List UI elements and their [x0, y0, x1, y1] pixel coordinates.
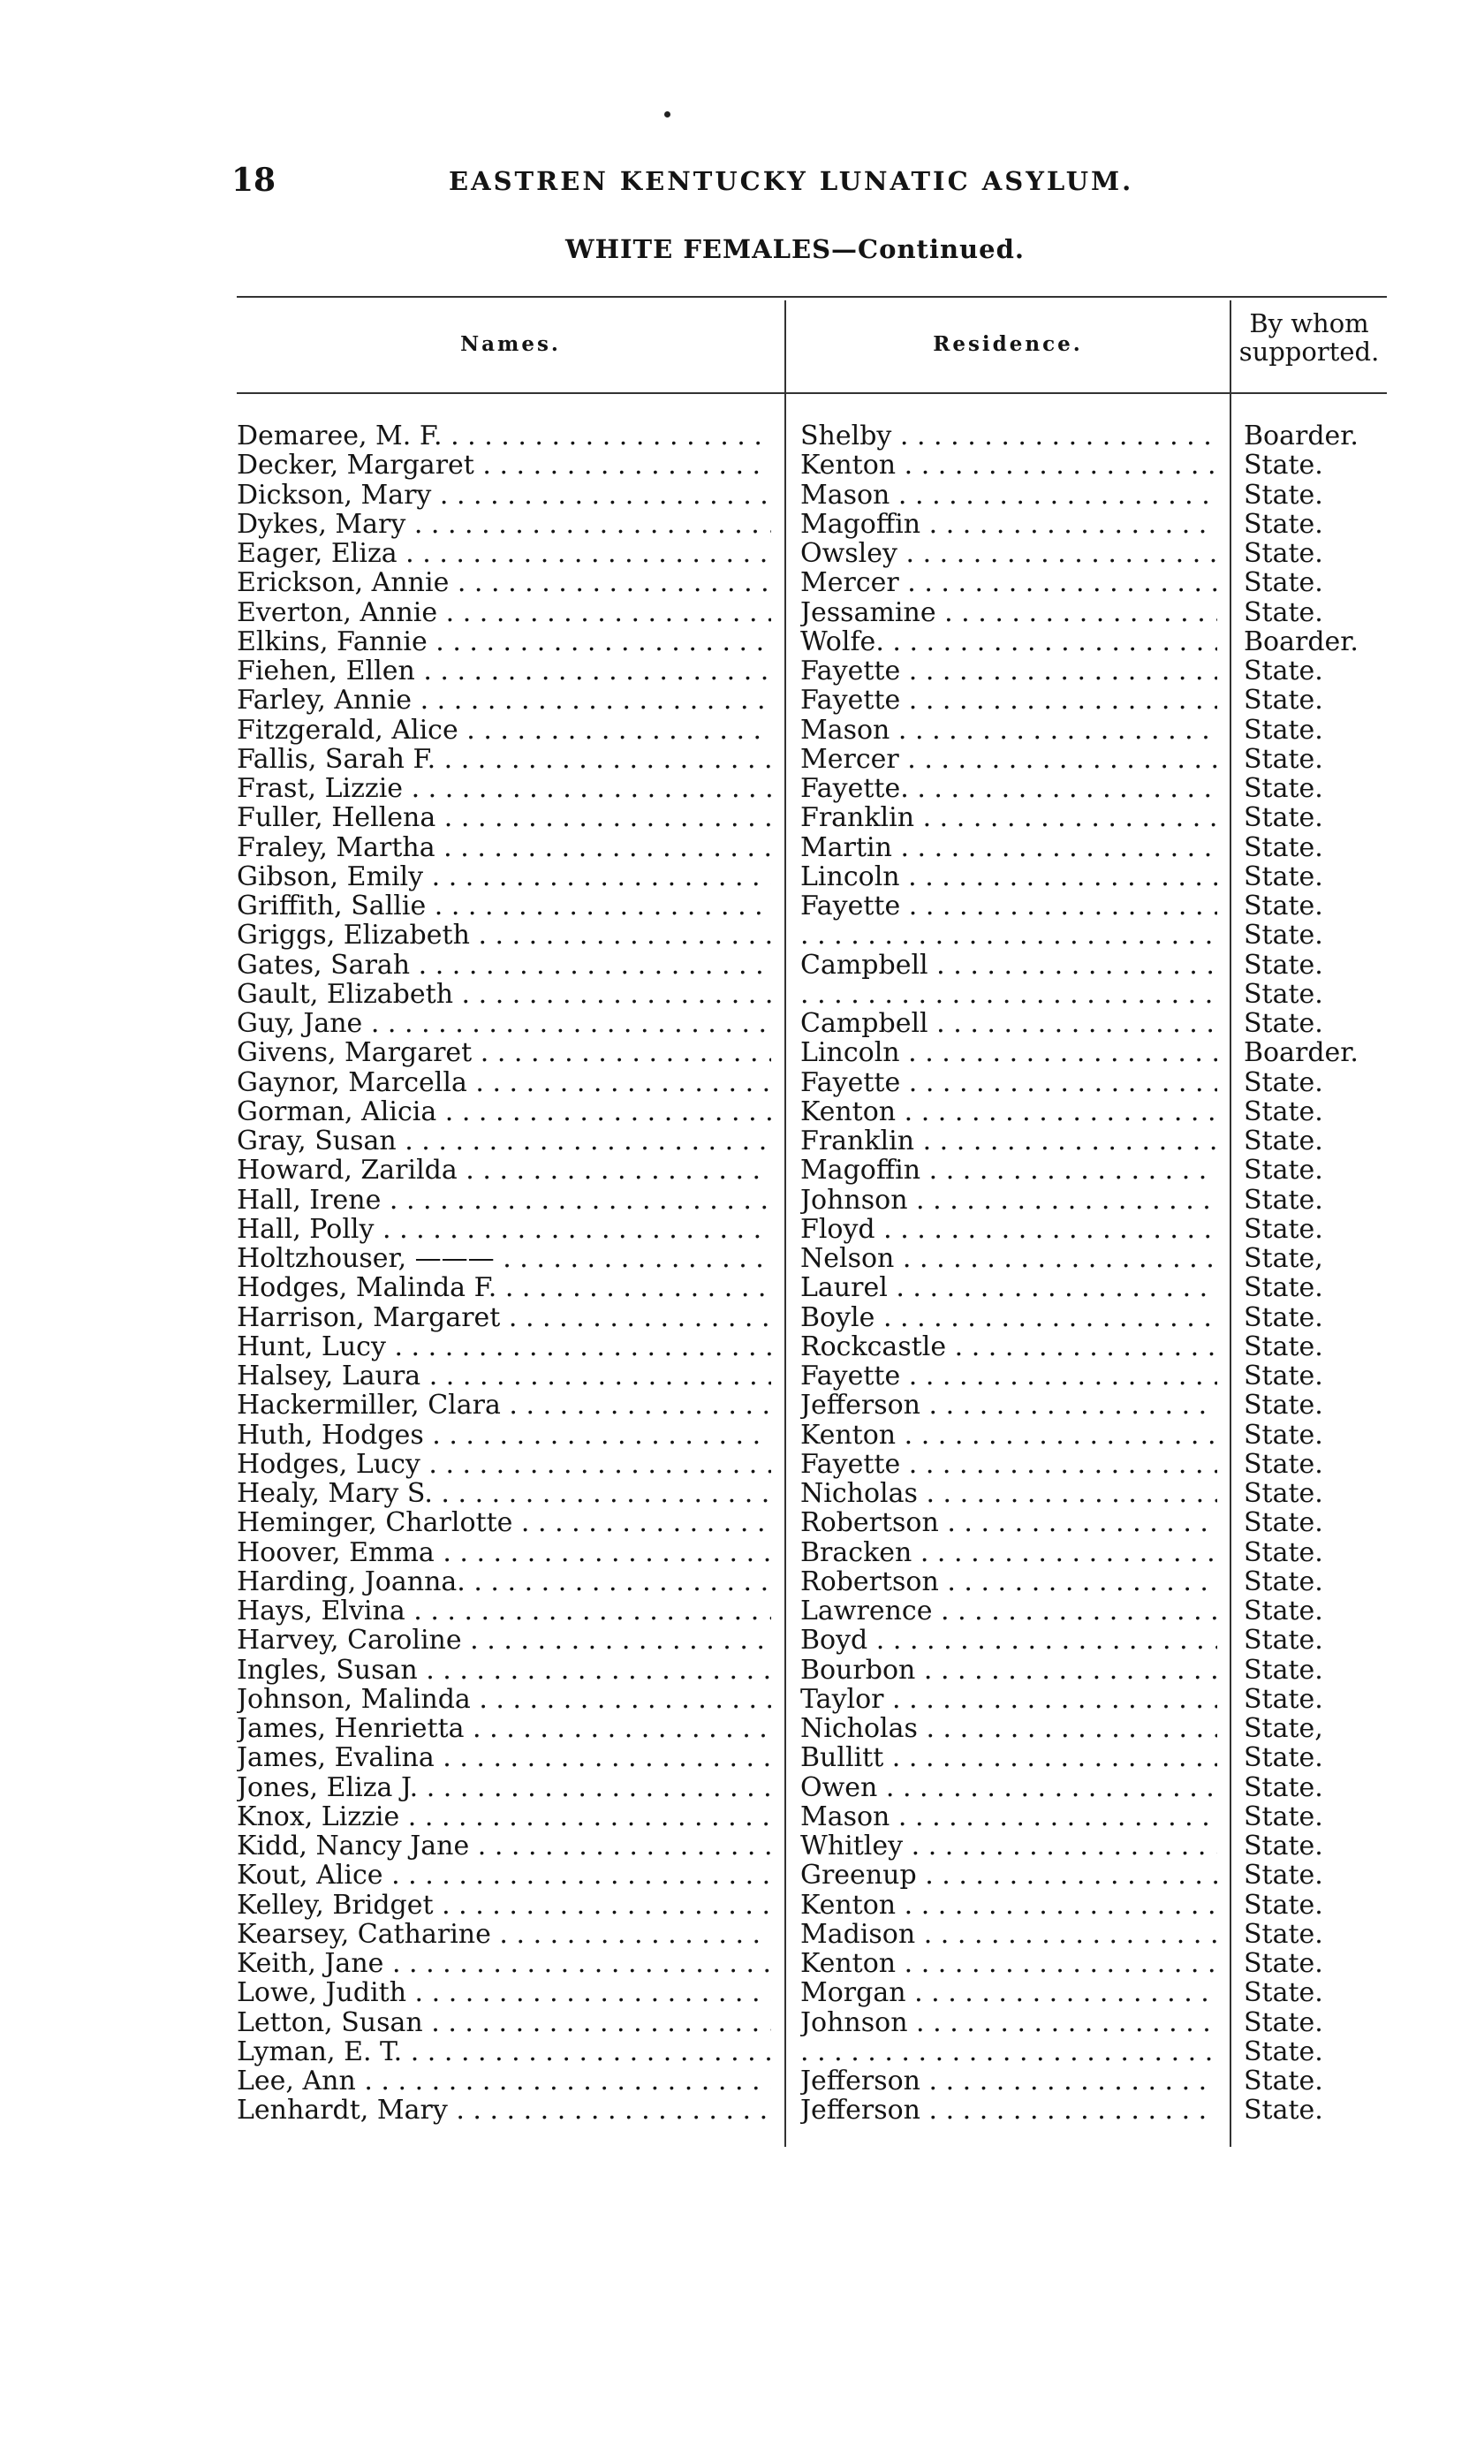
- supported-cell: State.: [1244, 1977, 1323, 2009]
- name-cell: Kearsey, Catharine . . .: [237, 1920, 771, 1949]
- residence-cell: Robertson . . .: [800, 1567, 1217, 1596]
- name-cell: Gorman, Alicia . . .: [237, 1097, 771, 1126]
- name-cell: Huth, Hodges . . .: [237, 1421, 771, 1450]
- table-row: [0, 1126, 1484, 1156]
- residence-cell: Bullitt . . .: [800, 1743, 1217, 1772]
- supported-cell: State.: [1244, 1831, 1323, 1861]
- column-header-supported-line1: By whom: [1249, 308, 1369, 338]
- name-cell: Halsey, Laura . . .: [237, 1361, 771, 1391]
- residence-cell: Fayette . . .: [800, 891, 1217, 921]
- residence-cell: Robertson . . .: [800, 1508, 1217, 1537]
- name-cell: Guy, Jane . . .: [237, 1009, 771, 1038]
- name-cell: Frast, Lizzie . . .: [237, 774, 771, 803]
- residence-cell: Franklin . . .: [800, 1126, 1217, 1156]
- residence-cell: Nicholas . . .: [800, 1479, 1217, 1508]
- supported-cell: State.: [1244, 2036, 1323, 2067]
- residence-cell: Magoffin . . .: [800, 510, 1217, 539]
- table-row: [0, 451, 1484, 480]
- supported-cell: State.: [1244, 508, 1323, 540]
- name-cell: Kelley, Bridget . . .: [237, 1891, 771, 1920]
- residence-cell: Fayette . . .: [800, 1068, 1217, 1097]
- residence-cell: Mason . . .: [800, 481, 1217, 510]
- table-row: [0, 1743, 1484, 1772]
- name-cell: Lyman, E. T. . . .: [237, 2037, 771, 2066]
- residence-cell: Whitley . . .: [800, 1831, 1217, 1861]
- residence-cell: [800, 921, 1217, 950]
- name-cell: Hoover, Emma . . .: [237, 1538, 771, 1567]
- residence-cell: Bourbon . . .: [800, 1656, 1217, 1685]
- residence-cell: Taylor . . .: [800, 1685, 1217, 1714]
- residence-cell: [800, 2037, 1217, 2066]
- residence-cell: [800, 980, 1217, 1009]
- name-cell: Harding, Joanna. . . .: [237, 1567, 771, 1596]
- supported-cell: State.: [1244, 538, 1323, 569]
- table-row: [0, 1538, 1484, 1567]
- page-number: 18: [231, 162, 276, 199]
- name-cell: Hays, Elvina . . .: [237, 1596, 771, 1626]
- table-row: [0, 686, 1484, 715]
- supported-cell: State.: [1244, 685, 1323, 716]
- name-cell: Griggs, Elizabeth . . .: [237, 921, 771, 950]
- residence-cell: Nelson . . .: [800, 1244, 1217, 1273]
- table-row: [0, 539, 1484, 568]
- residence-cell: Lincoln . . .: [800, 862, 1217, 891]
- residence-cell: Fayette . . .: [800, 1450, 1217, 1479]
- supported-cell: State.: [1244, 1654, 1323, 1686]
- table-row: [0, 1186, 1484, 1215]
- column-header-names: Names.: [460, 332, 561, 356]
- supported-cell: State.: [1244, 1860, 1323, 1892]
- name-cell: Gates, Sarah . . .: [237, 951, 771, 980]
- supported-cell: State.: [1244, 1596, 1323, 1626]
- name-cell: Fallis, Sarah F. . . .: [237, 745, 771, 774]
- table-row: [0, 1773, 1484, 1802]
- name-cell: Harrison, Margaret . . .: [237, 1303, 771, 1332]
- supported-cell: State.: [1244, 1126, 1323, 1156]
- residence-cell: Jefferson . . .: [800, 2066, 1217, 2096]
- name-cell: Gibson, Emily . . .: [237, 862, 771, 891]
- table-row: [0, 1978, 1484, 2007]
- name-cell: Knox, Lizzie . . .: [237, 1802, 771, 1831]
- table-row: [0, 1861, 1484, 1890]
- supported-cell: State.: [1244, 1184, 1323, 1216]
- residence-cell: Shelby . . .: [800, 421, 1217, 451]
- name-cell: Hall, Polly . . .: [237, 1215, 771, 1244]
- supported-cell: State.: [1244, 1566, 1323, 1597]
- patient-table-body: [0, 421, 1484, 2126]
- name-cell: Fraley, Martha . . .: [237, 833, 771, 862]
- supported-cell: State.: [1244, 1301, 1323, 1333]
- table-row: [0, 1920, 1484, 1949]
- name-cell: Kout, Alice . . .: [237, 1861, 771, 1890]
- table-row: [0, 1891, 1484, 1920]
- residence-cell: Mason . . .: [800, 716, 1217, 745]
- residence-cell: Kenton . . .: [800, 451, 1217, 480]
- residence-cell: Morgan . . .: [800, 1978, 1217, 2007]
- residence-cell: Boyd . . .: [800, 1626, 1217, 1655]
- supported-cell: State.: [1244, 1625, 1323, 1657]
- table-row: [0, 656, 1484, 686]
- residence-cell: Owsley . . .: [800, 539, 1217, 568]
- residence-cell: Jefferson . . .: [800, 2096, 1217, 2125]
- name-cell: Holtzhouser, ——— . . .: [237, 1244, 771, 1273]
- residence-cell: Jessamine . . .: [800, 598, 1217, 627]
- supported-cell: State.: [1244, 567, 1323, 599]
- table-row: [0, 745, 1484, 774]
- name-cell: Lowe, Judith . . .: [237, 1978, 771, 2007]
- supported-cell: Boarder.: [1244, 625, 1359, 657]
- name-cell: Howard, Zarilda . . .: [237, 1156, 771, 1185]
- table-row: [0, 1009, 1484, 1038]
- supported-cell: State.: [1244, 773, 1323, 804]
- residence-cell: Mercer . . .: [800, 745, 1217, 774]
- name-cell: James, Henrietta . . .: [237, 1714, 771, 1743]
- name-cell: Hackermiller, Clara . . .: [237, 1391, 771, 1420]
- supported-cell: State.: [1244, 1801, 1323, 1832]
- supported-cell: State.: [1244, 891, 1323, 921]
- supported-cell: State.: [1244, 656, 1323, 686]
- supported-cell: State,: [1244, 1243, 1323, 1274]
- residence-cell: Mercer . . .: [800, 568, 1217, 597]
- section-title: WHITE FEMALES—Continued.: [565, 234, 1025, 264]
- name-cell: Gault, Elizabeth . . .: [237, 980, 771, 1009]
- table-row: [0, 1215, 1484, 1244]
- supported-cell: State.: [1244, 978, 1323, 1010]
- supported-cell: State.: [1244, 1742, 1323, 1774]
- name-cell: Hodges, Lucy . . .: [237, 1450, 771, 1479]
- table-row: [0, 1714, 1484, 1743]
- supported-cell: State.: [1244, 1361, 1323, 1391]
- table-row: [0, 1802, 1484, 1831]
- residence-cell: Boyle . . .: [800, 1303, 1217, 1332]
- name-cell: Decker, Margaret . . .: [237, 451, 771, 480]
- supported-cell: State.: [1244, 1155, 1323, 1187]
- supported-cell: State.: [1244, 1419, 1323, 1451]
- table-row: [0, 891, 1484, 921]
- table-row: [0, 1156, 1484, 1185]
- supported-cell: State.: [1244, 2066, 1323, 2096]
- name-cell: Lee, Ann . . .: [237, 2066, 771, 2096]
- residence-cell: Campbell . . .: [800, 1009, 1217, 1038]
- supported-cell: State.: [1244, 1771, 1323, 1803]
- table-row: [0, 1303, 1484, 1332]
- supported-cell: State.: [1244, 1507, 1323, 1539]
- name-cell: Gaynor, Marcella . . .: [237, 1068, 771, 1097]
- name-cell: Hunt, Lucy . . .: [237, 1332, 771, 1361]
- supported-cell: State.: [1244, 920, 1323, 951]
- table-row: [0, 421, 1484, 451]
- table-row: [0, 2096, 1484, 2125]
- residence-cell: Owen . . .: [800, 1773, 1217, 1802]
- running-title: EASTREN KENTUCKY LUNATIC ASYLUM.: [449, 166, 1134, 196]
- supported-cell: State.: [1244, 831, 1323, 863]
- table-row: [0, 1596, 1484, 1626]
- residence-cell: Kenton . . .: [800, 1097, 1217, 1126]
- residence-cell: Johnson . . .: [800, 1186, 1217, 1215]
- name-cell: Elkins, Fannie . . .: [237, 627, 771, 656]
- supported-cell: State.: [1244, 596, 1323, 628]
- ink-dot: [664, 111, 670, 118]
- name-cell: Fuller, Hellena . . .: [237, 803, 771, 832]
- supported-cell: State.: [1244, 714, 1323, 746]
- name-cell: Kidd, Nancy Jane . . .: [237, 1831, 771, 1861]
- table-row: [0, 1361, 1484, 1391]
- residence-cell: Johnson . . .: [800, 2008, 1217, 2037]
- name-cell: Givens, Margaret . . .: [237, 1038, 771, 1067]
- supported-cell: State.: [1244, 1889, 1323, 1921]
- table-row: [0, 1831, 1484, 1861]
- table-row: [0, 598, 1484, 627]
- name-cell: Dykes, Mary . . .: [237, 510, 771, 539]
- supported-cell: State.: [1244, 1948, 1323, 1979]
- table-row: [0, 716, 1484, 745]
- residence-cell: Madison . . .: [800, 1920, 1217, 1949]
- table-row: [0, 862, 1484, 891]
- table-row: [0, 1273, 1484, 1302]
- table-row: [0, 951, 1484, 980]
- name-cell: Ingles, Susan . . .: [237, 1656, 771, 1685]
- supported-cell: State.: [1244, 1683, 1323, 1715]
- table-row: [0, 1038, 1484, 1067]
- table-row: [0, 803, 1484, 832]
- name-cell: Letton, Susan . . .: [237, 2008, 771, 2037]
- name-cell: Dickson, Mary . . .: [237, 481, 771, 510]
- name-cell: Fiehen, Ellen . . .: [237, 656, 771, 686]
- name-cell: Farley, Annie . . .: [237, 686, 771, 715]
- residence-cell: Nicholas . . .: [800, 1714, 1217, 1743]
- name-cell: Lenhardt, Mary . . .: [237, 2096, 771, 2125]
- table-row: [0, 1626, 1484, 1655]
- name-cell: Fitzgerald, Alice . . .: [237, 716, 771, 745]
- table-row: [0, 568, 1484, 597]
- supported-cell: State.: [1244, 1272, 1323, 1304]
- supported-cell: State.: [1244, 1331, 1323, 1362]
- supported-cell: State.: [1244, 802, 1323, 834]
- residence-cell: Fayette. . . .: [800, 774, 1217, 803]
- supported-cell: State.: [1244, 1918, 1323, 1950]
- name-cell: James, Evalina . . .: [237, 1743, 771, 1772]
- table-row: [0, 1508, 1484, 1537]
- table-row: [0, 1479, 1484, 1508]
- residence-cell: Kenton . . .: [800, 1949, 1217, 1978]
- residence-cell: Lincoln . . .: [800, 1038, 1217, 1067]
- residence-cell: Franklin . . .: [800, 803, 1217, 832]
- supported-cell: State.: [1244, 1213, 1323, 1245]
- supported-cell: State.: [1244, 2095, 1323, 2127]
- residence-cell: Campbell . . .: [800, 951, 1217, 980]
- supported-cell: State.: [1244, 949, 1323, 981]
- residence-cell: Magoffin . . .: [800, 1156, 1217, 1185]
- table-row: [0, 1421, 1484, 1450]
- name-cell: Keith, Jane . . .: [237, 1949, 771, 1978]
- table-row: [0, 1244, 1484, 1273]
- supported-cell: State,: [1244, 1713, 1323, 1744]
- supported-cell: Boarder.: [1244, 421, 1359, 451]
- supported-cell: State.: [1244, 2006, 1323, 2038]
- name-cell: Johnson, Malinda . . .: [237, 1685, 771, 1714]
- supported-cell: State.: [1244, 861, 1323, 892]
- name-cell: Heminger, Charlotte . . .: [237, 1508, 771, 1537]
- table-row: [0, 1097, 1484, 1126]
- residence-cell: Bracken . . .: [800, 1538, 1217, 1567]
- column-header-supported: [1231, 309, 1387, 366]
- residence-cell: Wolfe. . . .: [800, 627, 1217, 656]
- table-row: [0, 2037, 1484, 2066]
- column-header-supported-line2: supported.: [1238, 337, 1380, 367]
- name-cell: Demaree, M. F. . . .: [237, 421, 771, 451]
- supported-cell: State.: [1244, 1008, 1323, 1039]
- residence-cell: Kenton . . .: [800, 1421, 1217, 1450]
- table-row: [0, 481, 1484, 510]
- residence-cell: Rockcastle . . .: [800, 1332, 1217, 1361]
- table-row: [0, 1567, 1484, 1596]
- table-row: [0, 627, 1484, 656]
- table-row: [0, 980, 1484, 1009]
- name-cell: Harvey, Caroline . . .: [237, 1626, 771, 1655]
- name-cell: Hodges, Malinda F. . . .: [237, 1273, 771, 1302]
- supported-cell: State.: [1244, 1096, 1323, 1127]
- table-row: [0, 774, 1484, 803]
- name-cell: Healy, Mary S. . . .: [237, 1479, 771, 1508]
- header-bottom-rule: [237, 392, 1387, 394]
- table-row: [0, 1068, 1484, 1097]
- residence-cell: Greenup . . .: [800, 1861, 1217, 1890]
- name-cell: Griffith, Sallie . . .: [237, 891, 771, 921]
- table-row: [0, 510, 1484, 539]
- supported-cell: State.: [1244, 743, 1323, 775]
- table-row: [0, 1391, 1484, 1420]
- supported-cell: State.: [1244, 1390, 1323, 1422]
- table-row: [0, 1450, 1484, 1479]
- supported-cell: State.: [1244, 1478, 1323, 1509]
- name-cell: Hall, Irene . . .: [237, 1186, 771, 1215]
- column-header-residence: Residence.: [933, 332, 1083, 356]
- name-cell: Jones, Eliza J. . . .: [237, 1773, 771, 1802]
- table-row: [0, 1656, 1484, 1685]
- table-row: [0, 1685, 1484, 1714]
- residence-cell: Jefferson . . .: [800, 1391, 1217, 1420]
- name-cell: Eager, Eliza . . .: [237, 539, 771, 568]
- residence-cell: Laurel . . .: [800, 1273, 1217, 1302]
- residence-cell: Lawrence . . .: [800, 1596, 1217, 1626]
- table-top-rule: [237, 296, 1387, 298]
- table-row: [0, 833, 1484, 862]
- residence-cell: Fayette . . .: [800, 656, 1217, 686]
- residence-cell: Martin . . .: [800, 833, 1217, 862]
- supported-cell: Boarder.: [1244, 1037, 1359, 1069]
- supported-cell: State.: [1244, 1066, 1323, 1098]
- table-row: [0, 1949, 1484, 1978]
- residence-cell: Floyd . . .: [800, 1215, 1217, 1244]
- name-cell: Erickson, Annie . . .: [237, 568, 771, 597]
- supported-cell: State.: [1244, 1448, 1323, 1480]
- supported-cell: State.: [1244, 450, 1323, 481]
- table-row: [0, 921, 1484, 950]
- residence-cell: Fayette . . .: [800, 686, 1217, 715]
- name-cell: Everton, Annie . . .: [237, 598, 771, 627]
- table-row: [0, 2008, 1484, 2037]
- table-row: [0, 2066, 1484, 2096]
- residence-cell: Kenton . . .: [800, 1891, 1217, 1920]
- name-cell: Gray, Susan . . .: [237, 1126, 771, 1156]
- residence-cell: Mason . . .: [800, 1802, 1217, 1831]
- supported-cell: State.: [1244, 1536, 1323, 1568]
- residence-cell: Fayette . . .: [800, 1361, 1217, 1391]
- table-row: [0, 1332, 1484, 1361]
- supported-cell: State.: [1244, 479, 1323, 511]
